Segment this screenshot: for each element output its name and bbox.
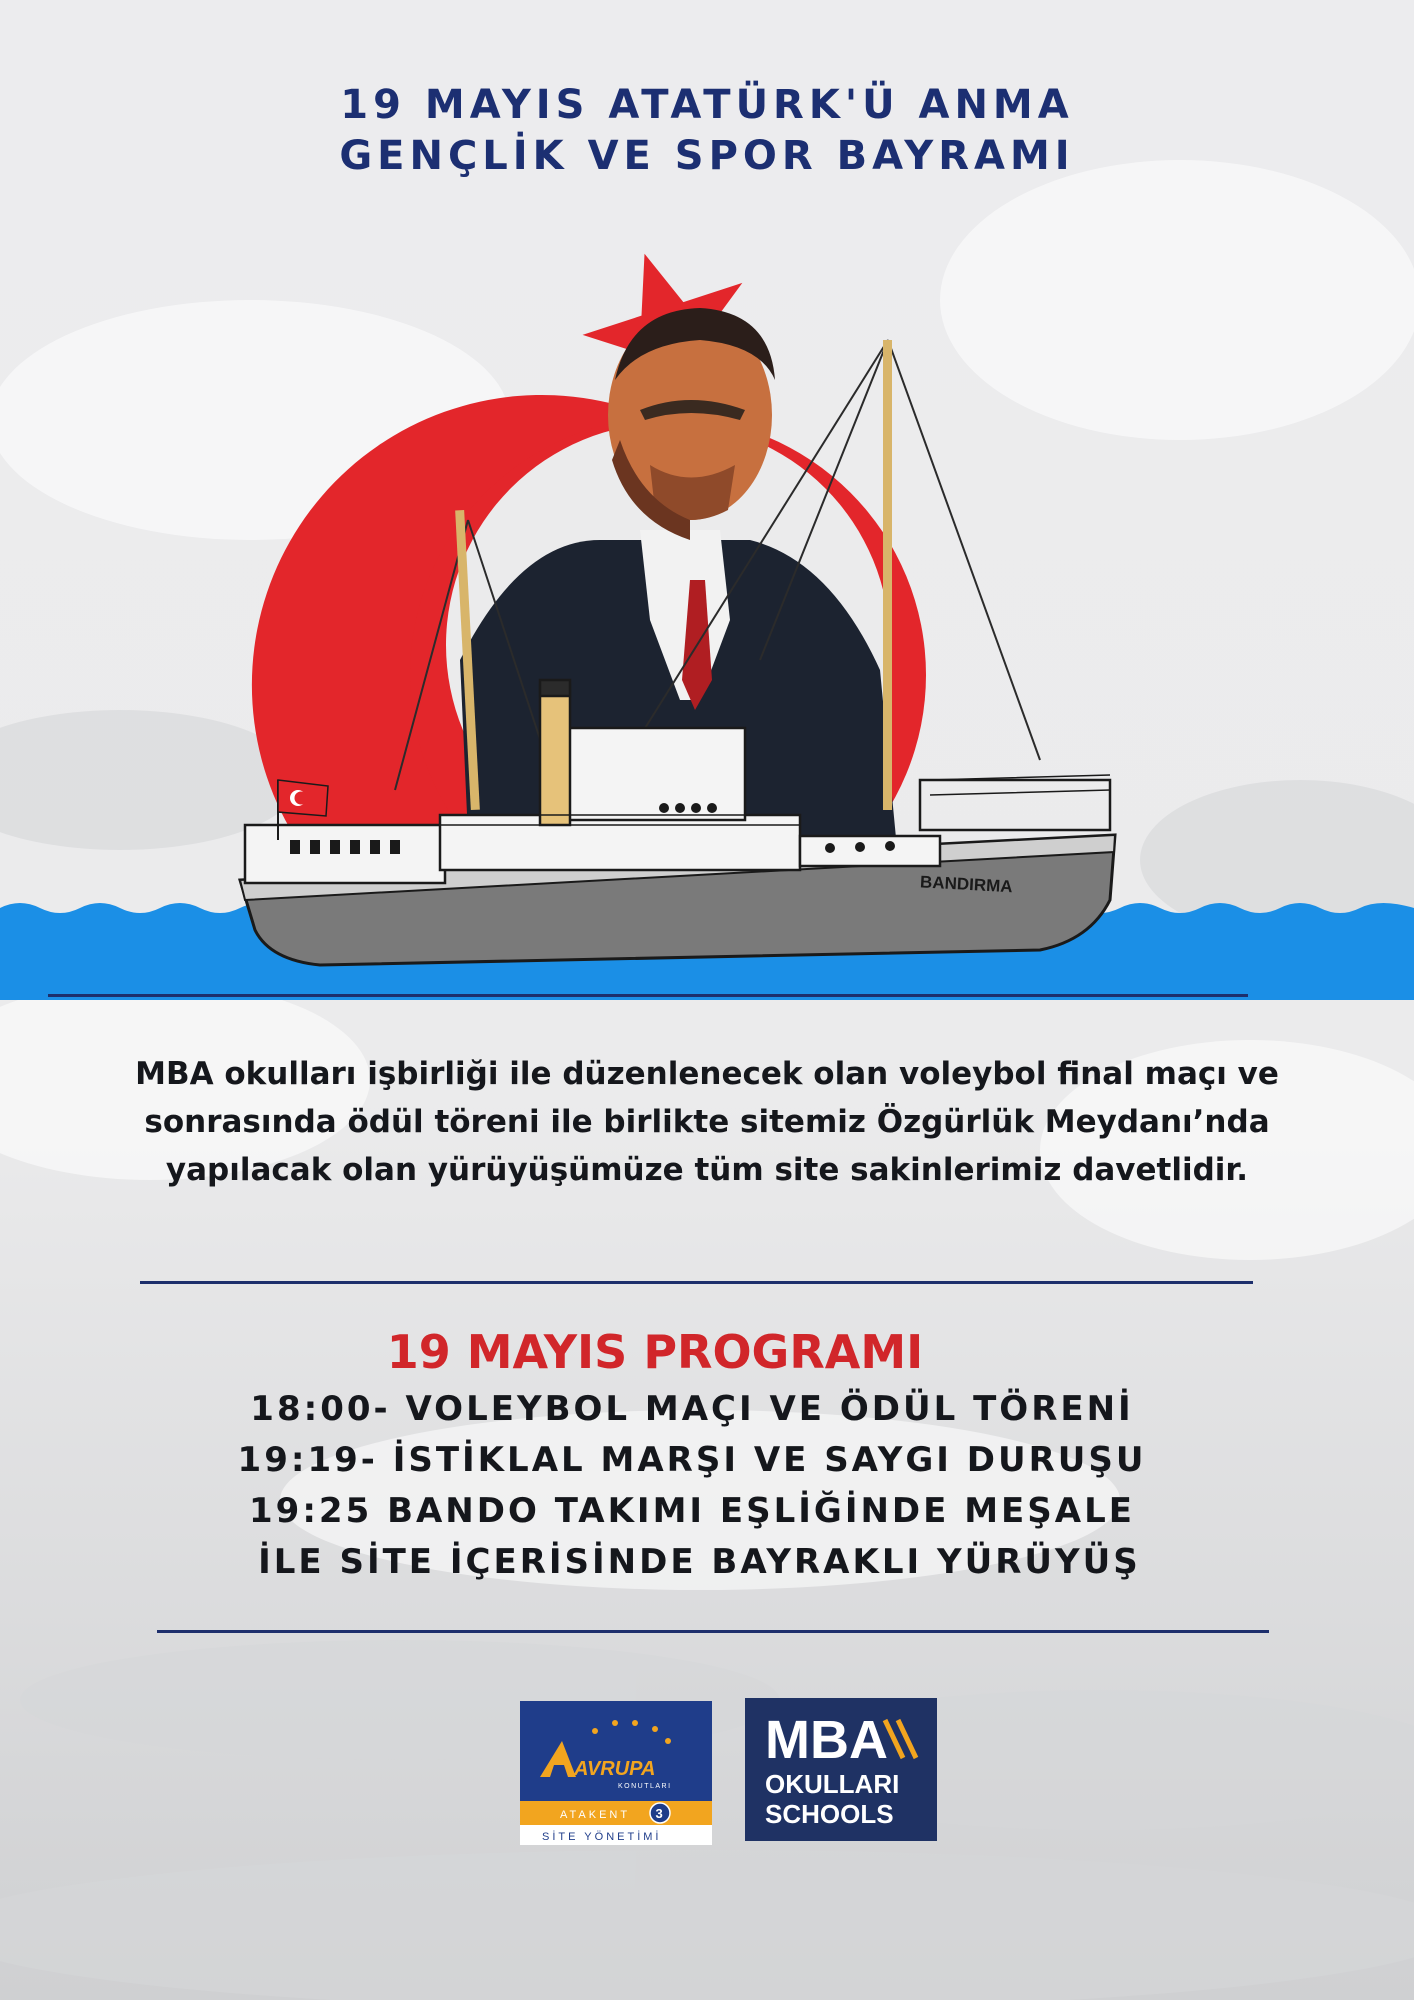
- mba-line2: OKULLARI: [765, 1769, 900, 1799]
- program-item: 19:19- İSTİKLAL MARŞI VE SAYGI DURUŞU: [237, 1440, 1147, 1480]
- program-title: 19 MAYIS PROGRAMI: [386, 1325, 924, 1379]
- program-item: 19:25 BANDO TAKIMI EŞLİĞİNDE MEŞALE: [249, 1491, 1135, 1531]
- title-line-1: 19 MAYIS ATATÜRK'Ü ANMA: [340, 82, 1074, 128]
- ship-mast-front: [883, 340, 892, 810]
- mba-line3: SCHOOLS: [765, 1799, 894, 1829]
- divider-top: [48, 994, 1248, 997]
- avrupa-logo: [520, 1701, 712, 1845]
- avrupa-sub: KONUTLARI: [618, 1783, 672, 1790]
- program-list: [0, 1384, 1384, 1588]
- avrupa-badge: 3: [655, 1806, 663, 1821]
- divider-mid: [140, 1281, 1253, 1284]
- mba-logo: [745, 1698, 937, 1841]
- hero-illustration: [0, 240, 1414, 1000]
- avrupa-caption: SİTE YÖNETİMİ: [542, 1831, 662, 1843]
- avrupa-place: ATAKENT: [560, 1809, 631, 1821]
- invitation-text: MBA okulları işbirliği ile düzenlenecek olan voleybol final maçı ve sonrasında ödül töreni ile birlikte sitemiz Özgürlük Meydanı’nda yapılacak olan yürüyüşümüze tüm site sakinlerimiz davetlidir.: [135, 1056, 1279, 1188]
- program-item: İLE SİTE İÇERİSİNDE BAYRAKLI YÜRÜYÜŞ: [243, 1542, 1141, 1582]
- avrupa-brand: AVRUPA: [574, 1758, 656, 1780]
- divider-bottom: [157, 1630, 1269, 1633]
- program-item: 18:00- VOLEYBOL MAÇI VE ÖDÜL TÖRENİ: [250, 1389, 1134, 1429]
- ship-name: BANDIRMA: [919, 872, 1014, 897]
- title-line-2: GENÇLİK VE SPOR BAYRAMI: [339, 133, 1075, 179]
- page-title: [0, 80, 1414, 182]
- mba-line1: MBA: [765, 1710, 888, 1770]
